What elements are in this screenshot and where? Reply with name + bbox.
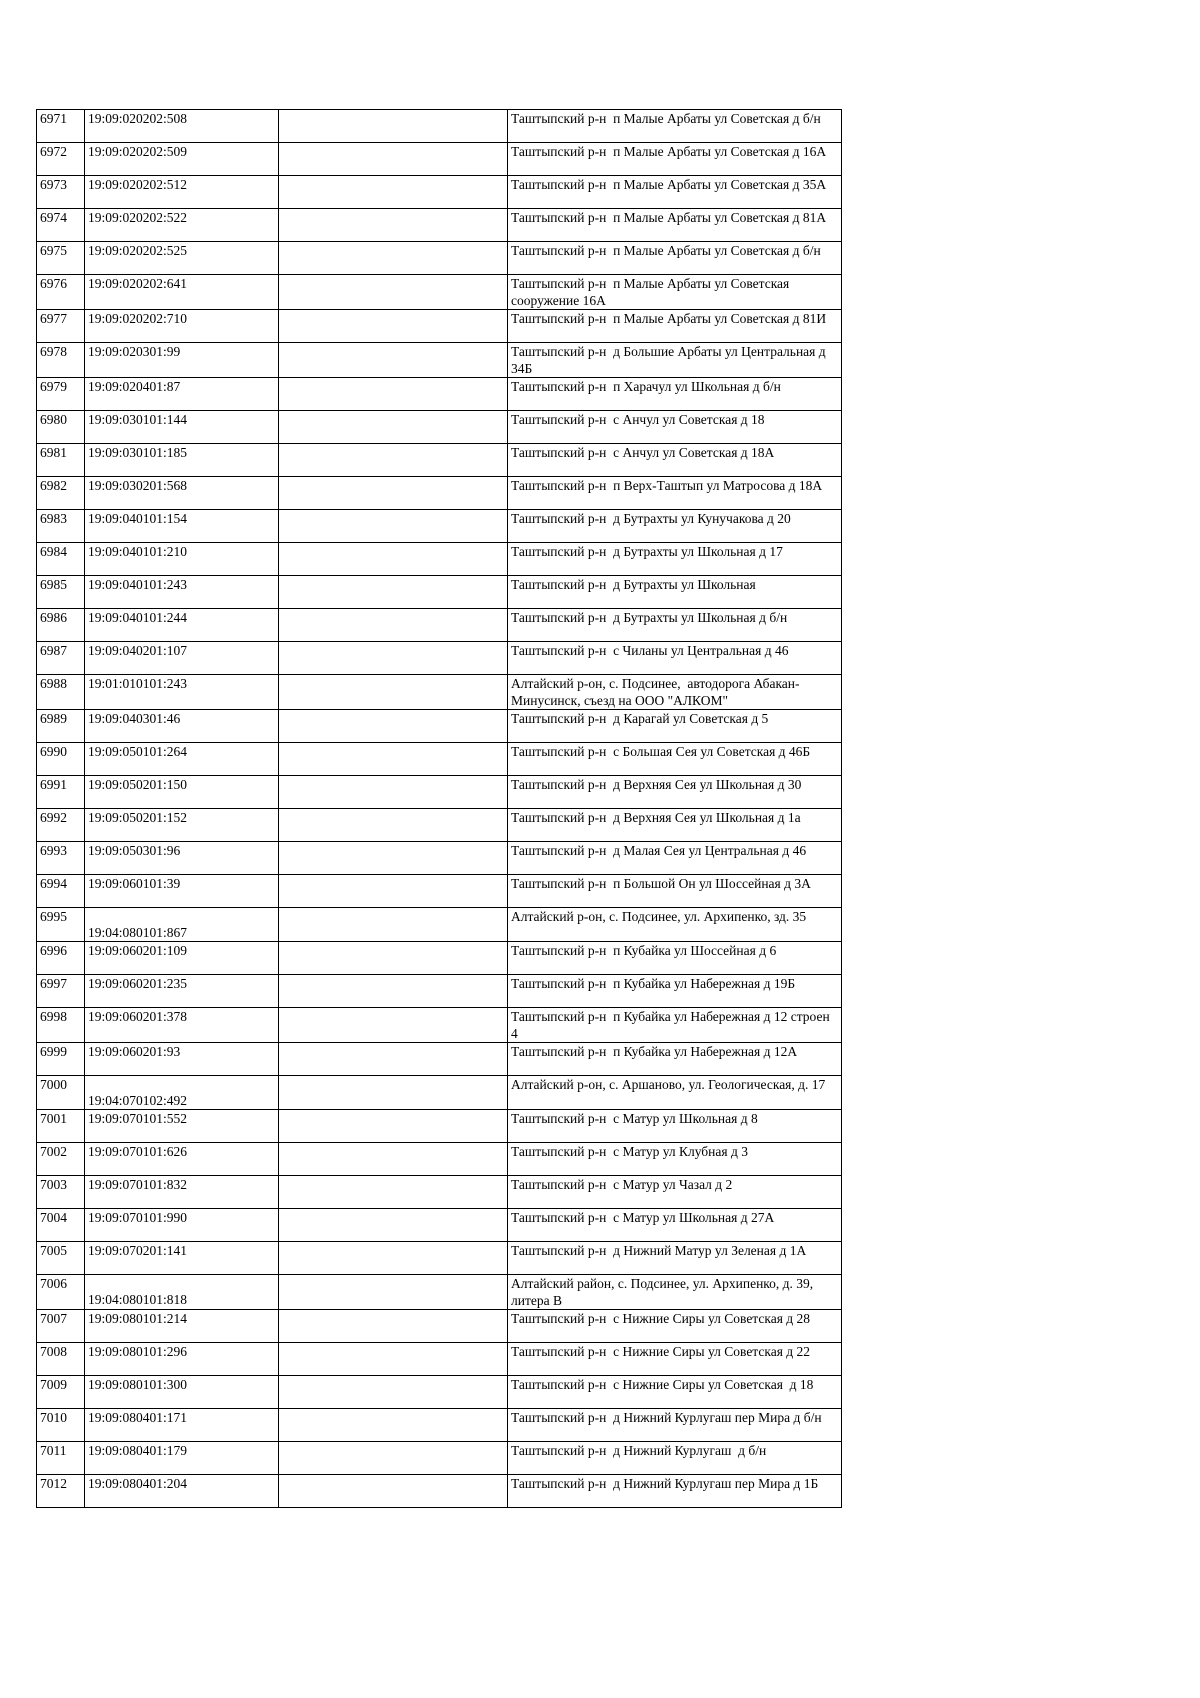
cadastral-number: 19:09:040101:210: [85, 543, 279, 576]
cadastral-number: 19:09:050201:150: [85, 776, 279, 809]
row-number: 6999: [37, 1043, 85, 1076]
row-number: 7001: [37, 1110, 85, 1143]
cadastral-number: 19:09:060201:235: [85, 975, 279, 1008]
empty-cell: [279, 576, 508, 609]
empty-cell: [279, 110, 508, 143]
row-number: 6972: [37, 143, 85, 176]
cadastral-number: 19:09:070101:626: [85, 1143, 279, 1176]
row-number: 6997: [37, 975, 85, 1008]
table-row: [37, 1343, 842, 1376]
row-number: 7007: [37, 1310, 85, 1343]
empty-cell: [279, 477, 508, 510]
address: Таштыпский р-н д Бутрахты ул Школьная: [508, 576, 842, 609]
cadastral-number: 19:09:020202:512: [85, 176, 279, 209]
row-number: 6975: [37, 242, 85, 275]
empty-cell: [279, 378, 508, 411]
row-number: 6989: [37, 710, 85, 743]
address: Таштыпский р-н п Кубайка ул Набережная д 12 строен 4: [508, 1008, 842, 1043]
row-number: 6983: [37, 510, 85, 543]
table-row: [37, 1008, 842, 1043]
empty-cell: [279, 1409, 508, 1442]
table-row: [37, 1275, 842, 1310]
empty-cell: [279, 1310, 508, 1343]
address: Таштыпский р-н с Нижние Сиры ул Советская д 28: [508, 1310, 842, 1343]
table-row: [37, 1209, 842, 1242]
table-row: [37, 842, 842, 875]
row-number: 6996: [37, 942, 85, 975]
empty-cell: [279, 242, 508, 275]
row-number: 6980: [37, 411, 85, 444]
table-row: [37, 1176, 842, 1209]
registry-rows: [37, 110, 842, 1508]
empty-cell: [279, 875, 508, 908]
row-number: 6998: [37, 1008, 85, 1043]
cadastral-number: 19:09:020202:710: [85, 310, 279, 343]
table-row: [37, 1143, 842, 1176]
row-number: 6976: [37, 275, 85, 310]
address: Таштыпский р-н п Кубайка ул Шоссейная д 6: [508, 942, 842, 975]
address: Таштыпский р-н п Малые Арбаты ул Советская сооружение 16А: [508, 275, 842, 310]
empty-cell: [279, 975, 508, 1008]
address: Таштыпский р-н п Малые Арбаты ул Советская д 81И: [508, 310, 842, 343]
empty-cell: [279, 609, 508, 642]
table-row: [37, 609, 842, 642]
cadastral-number: 19:09:020401:87: [85, 378, 279, 411]
empty-cell: [279, 343, 508, 378]
empty-cell: [279, 776, 508, 809]
address: Таштыпский р-н п Кубайка ул Набережная д 12А: [508, 1043, 842, 1076]
address: Таштыпский р-н п Малые Арбаты ул Советская д 16А: [508, 143, 842, 176]
address: Таштыпский р-н д Бутрахты ул Школьная д б/н: [508, 609, 842, 642]
table-row: [37, 1043, 842, 1076]
row-number: 7011: [37, 1442, 85, 1475]
row-number: 6987: [37, 642, 85, 675]
cadastral-number: 19:09:080401:179: [85, 1442, 279, 1475]
table-row: [37, 776, 842, 809]
empty-cell: [279, 1076, 508, 1110]
empty-cell: [279, 1209, 508, 1242]
address: Таштыпский р-н с Чиланы ул Центральная д 46: [508, 642, 842, 675]
empty-cell: [279, 176, 508, 209]
empty-cell: [279, 908, 508, 942]
row-number: 6991: [37, 776, 85, 809]
table-row: [37, 1110, 842, 1143]
row-number: 7009: [37, 1376, 85, 1409]
empty-cell: [279, 543, 508, 576]
empty-cell: [279, 444, 508, 477]
empty-cell: [279, 710, 508, 743]
table-row: [37, 942, 842, 975]
empty-cell: [279, 1176, 508, 1209]
row-number: 7012: [37, 1475, 85, 1508]
row-number: 6992: [37, 809, 85, 842]
table-row: [37, 675, 842, 710]
row-number: 6990: [37, 743, 85, 776]
table-row: [37, 444, 842, 477]
cadastral-number: 19:09:020301:99: [85, 343, 279, 378]
row-number: 6977: [37, 310, 85, 343]
table-row: [37, 809, 842, 842]
table-row: [37, 975, 842, 1008]
row-number: 7002: [37, 1143, 85, 1176]
table-row: [37, 1310, 842, 1343]
address: Таштыпский р-н с Нижние Сиры ул Советская д 18: [508, 1376, 842, 1409]
address: Таштыпский р-н д Бутрахты ул Кунучакова д 20: [508, 510, 842, 543]
address: Таштыпский р-н с Матур ул Школьная д 8: [508, 1110, 842, 1143]
address: Таштыпский р-н с Нижние Сиры ул Советская д 22: [508, 1343, 842, 1376]
cadastral-number: 19:09:080401:171: [85, 1409, 279, 1442]
empty-cell: [279, 675, 508, 710]
row-number: 7004: [37, 1209, 85, 1242]
table-row: [37, 378, 842, 411]
address: Таштыпский р-н с Матур ул Чазал д 2: [508, 1176, 842, 1209]
cadastral-number: 19:09:060201:378: [85, 1008, 279, 1043]
table-row: [37, 1442, 842, 1475]
registry-table: [36, 109, 842, 1508]
address: Таштыпский р-н д Большие Арбаты ул Центральная д 34Б: [508, 343, 842, 378]
empty-cell: [279, 1110, 508, 1143]
row-number: 6985: [37, 576, 85, 609]
table-row: [37, 242, 842, 275]
row-number: 7000: [37, 1076, 85, 1110]
cadastral-number: 19:09:040101:243: [85, 576, 279, 609]
address: Таштыпский р-н д Верхняя Сея ул Школьная д 30: [508, 776, 842, 809]
empty-cell: [279, 842, 508, 875]
address: Таштыпский р-н д Карагай ул Советская д 5: [508, 710, 842, 743]
address: Таштыпский р-н д Нижний Курлугаш пер Мира д 1Б: [508, 1475, 842, 1508]
row-number: 6971: [37, 110, 85, 143]
cadastral-number: 19:09:040301:46: [85, 710, 279, 743]
cadastral-number: 19:09:050201:152: [85, 809, 279, 842]
row-number: 6984: [37, 543, 85, 576]
cadastral-number: 19:09:030201:568: [85, 477, 279, 510]
row-number: 7010: [37, 1409, 85, 1442]
cadastral-number: 19:09:020202:641: [85, 275, 279, 310]
table-row: [37, 411, 842, 444]
empty-cell: [279, 743, 508, 776]
empty-cell: [279, 1475, 508, 1508]
table-row: [37, 510, 842, 543]
cadastral-number: 19:09:020202:525: [85, 242, 279, 275]
row-number: 7008: [37, 1343, 85, 1376]
address: Таштыпский р-н п Кубайка ул Набережная д 19Б: [508, 975, 842, 1008]
address: Таштыпский р-н п Малые Арбаты ул Советская д б/н: [508, 242, 842, 275]
cadastral-number: 19:09:070201:141: [85, 1242, 279, 1275]
address: Таштыпский р-н п Большой Он ул Шоссейная д 3А: [508, 875, 842, 908]
cadastral-number: 19:01:010101:243: [85, 675, 279, 710]
empty-cell: [279, 942, 508, 975]
address: Таштыпский р-н д Бутрахты ул Школьная д 17: [508, 543, 842, 576]
cadastral-number: 19:09:040101:244: [85, 609, 279, 642]
table-row: [37, 110, 842, 143]
empty-cell: [279, 1008, 508, 1043]
table-row: [37, 143, 842, 176]
row-number: 6988: [37, 675, 85, 710]
table-row: [37, 343, 842, 378]
cadastral-number: 19:09:020202:508: [85, 110, 279, 143]
address: Алтайский р-он, с. Подсинее, ул. Архипенко, зд. 35: [508, 908, 842, 942]
table-row: [37, 477, 842, 510]
address: Таштыпский р-н с Матур ул Школьная д 27А: [508, 1209, 842, 1242]
address: Таштыпский р-н п Малые Арбаты ул Советская д б/н: [508, 110, 842, 143]
address: Таштыпский р-н д Нижний Матур ул Зеленая д 1А: [508, 1242, 842, 1275]
row-number: 7006: [37, 1275, 85, 1310]
empty-cell: [279, 1275, 508, 1310]
cadastral-number: 19:09:070101:832: [85, 1176, 279, 1209]
address: Алтайский р-он, с. Подсинее, автодорога Абакан-Минусинск, съезд на ООО "АЛКОМ": [508, 675, 842, 710]
table-row: [37, 1376, 842, 1409]
row-number: 6978: [37, 343, 85, 378]
row-number: 6995: [37, 908, 85, 942]
row-number: 7003: [37, 1176, 85, 1209]
table-row: [37, 710, 842, 743]
empty-cell: [279, 310, 508, 343]
cadastral-number: 19:09:070101:990: [85, 1209, 279, 1242]
cadastral-number: 19:09:030101:185: [85, 444, 279, 477]
empty-cell: [279, 1043, 508, 1076]
cadastral-number: 19:09:080101:296: [85, 1343, 279, 1376]
address: Таштыпский р-н д Нижний Курлугаш пер Мира д б/н: [508, 1409, 842, 1442]
row-number: 7005: [37, 1242, 85, 1275]
cadastral-number: 19:09:080401:204: [85, 1475, 279, 1508]
empty-cell: [279, 1343, 508, 1376]
cadastral-number: 19:09:070101:552: [85, 1110, 279, 1143]
empty-cell: [279, 275, 508, 310]
cadastral-number: 19:09:020202:509: [85, 143, 279, 176]
table-row: [37, 310, 842, 343]
address: Таштыпский р-н п Харачул ул Школьная д б/н: [508, 378, 842, 411]
row-number: 6982: [37, 477, 85, 510]
row-number: 6993: [37, 842, 85, 875]
table-row: [37, 176, 842, 209]
row-number: 6994: [37, 875, 85, 908]
table-row: [37, 1242, 842, 1275]
table-row: [37, 642, 842, 675]
address: Таштыпский р-н п Верх-Таштып ул Матросова д 18А: [508, 477, 842, 510]
empty-cell: [279, 143, 508, 176]
cadastral-number: 19:09:080101:214: [85, 1310, 279, 1343]
table-row: [37, 576, 842, 609]
table-row: [37, 1409, 842, 1442]
address: Таштыпский р-н д Верхняя Сея ул Школьная д 1а: [508, 809, 842, 842]
row-number: 6979: [37, 378, 85, 411]
address: Таштыпский р-н с Матур ул Клубная д 3: [508, 1143, 842, 1176]
cadastral-number: 19:09:020202:522: [85, 209, 279, 242]
empty-cell: [279, 642, 508, 675]
row-number: 6974: [37, 209, 85, 242]
empty-cell: [279, 809, 508, 842]
empty-cell: [279, 1442, 508, 1475]
empty-cell: [279, 1376, 508, 1409]
cadastral-number: 19:04:070102:492: [85, 1076, 279, 1110]
address: Таштыпский р-н с Большая Сея ул Советская д 46Б: [508, 743, 842, 776]
cadastral-number: 19:09:040201:107: [85, 642, 279, 675]
cadastral-number: 19:09:040101:154: [85, 510, 279, 543]
address: Таштыпский р-н д Нижний Курлугаш д б/н: [508, 1442, 842, 1475]
empty-cell: [279, 1242, 508, 1275]
table-row: [37, 1076, 842, 1110]
cadastral-number: 19:09:030101:144: [85, 411, 279, 444]
cadastral-number: 19:04:080101:818: [85, 1275, 279, 1310]
table-row: [37, 908, 842, 942]
cadastral-number: 19:09:060101:39: [85, 875, 279, 908]
address: Таштыпский р-н с Анчул ул Советская д 18А: [508, 444, 842, 477]
row-number: 6973: [37, 176, 85, 209]
address: Таштыпский р-н п Малые Арбаты ул Советская д 81А: [508, 209, 842, 242]
table-row: [37, 1475, 842, 1508]
row-number: 6981: [37, 444, 85, 477]
table-row: [37, 743, 842, 776]
row-number: 6986: [37, 609, 85, 642]
table-row: [37, 275, 842, 310]
cadastral-number: 19:09:060201:109: [85, 942, 279, 975]
address: Таштыпский р-н д Малая Сея ул Центральная д 46: [508, 842, 842, 875]
address: Алтайский район, с. Подсинее, ул. Архипенко, д. 39, литера В: [508, 1275, 842, 1310]
empty-cell: [279, 411, 508, 444]
cadastral-number: 19:09:060201:93: [85, 1043, 279, 1076]
table-row: [37, 875, 842, 908]
table-row: [37, 543, 842, 576]
cadastral-number: 19:09:050301:96: [85, 842, 279, 875]
address: Алтайский р-он, с. Аршаново, ул. Геологическая, д. 17: [508, 1076, 842, 1110]
table-row: [37, 209, 842, 242]
cadastral-number: 19:09:080101:300: [85, 1376, 279, 1409]
empty-cell: [279, 1143, 508, 1176]
empty-cell: [279, 209, 508, 242]
cadastral-number: 19:04:080101:867: [85, 908, 279, 942]
cadastral-number: 19:09:050101:264: [85, 743, 279, 776]
address: Таштыпский р-н с Анчул ул Советская д 18: [508, 411, 842, 444]
empty-cell: [279, 510, 508, 543]
address: Таштыпский р-н п Малые Арбаты ул Советская д 35А: [508, 176, 842, 209]
